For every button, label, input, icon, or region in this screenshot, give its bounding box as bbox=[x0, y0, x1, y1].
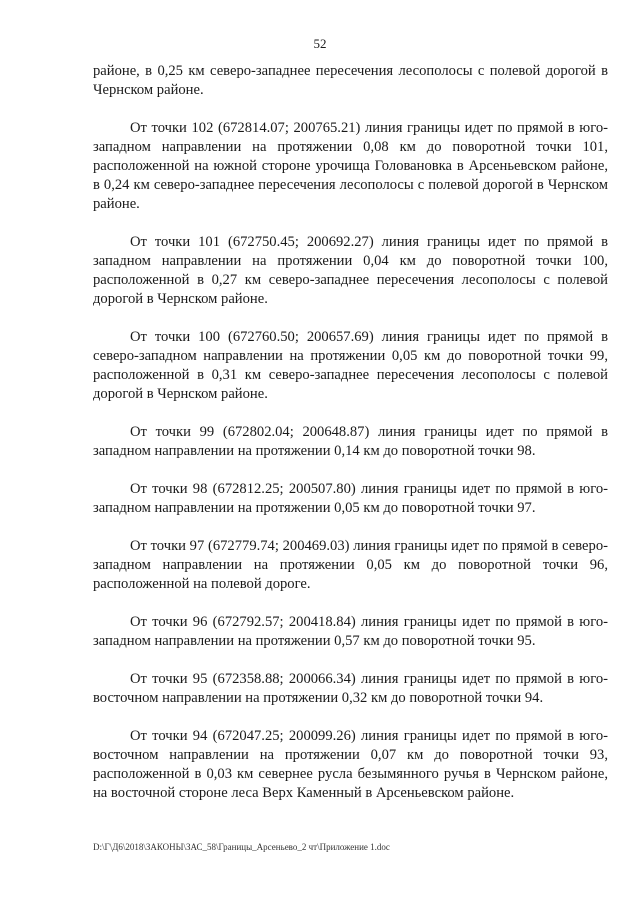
paragraph-point-94: От точки 94 (672047.25; 200099.26) линия границы идет по прямой в юго-восточном направлении на протяжении 0,07 км до поворотной точки 93, расположенной в 0,03 км севернее русла безымянного ручья в Чернском районе, на восточной стороне леса Верх Каменный в Арсеньевском районе. bbox=[93, 728, 608, 801]
paragraph-point-102: От точки 102 (672814.07; 200765.21) линия границы идет по прямой в юго-западном направлении на протяжении 0,08 км до поворотной точки 101, расположенной на южной стороне урочища Головановка в Арсеньевском районе, в 0,24 км северо-западнее пересечения лесополосы с полевой дорогой в Чернском районе. bbox=[93, 120, 608, 212]
paragraph-point-96: От точки 96 (672792.57; 200418.84) линия границы идет по прямой в юго-западном направлении на протяжении 0,57 км до поворотной точки 95. bbox=[93, 614, 608, 649]
paragraph-point-99: От точки 99 (672802.04; 200648.87) линия границы идет по прямой в западном направлении на протяжении 0,14 км до поворотной точки 98. bbox=[93, 424, 608, 459]
page-number: 52 bbox=[313, 36, 327, 51]
paragraph-point-98: От точки 98 (672812.25; 200507.80) линия границы идет по прямой в юго-западном направлении на протяжении 0,05 км до поворотной точки 97. bbox=[93, 481, 608, 516]
paragraph-point-95: От точки 95 (672358.88; 200066.34) линия границы идет по прямой в юго-восточном направлении на протяжении 0,32 км до поворотной точки 94. bbox=[93, 671, 608, 706]
paragraph-point-100: От точки 100 (672760.50; 200657.69) линия границы идет по прямой в северо-западном направлении на протяжении 0,05 км до поворотной точки 99, расположенной в 0,31 км северо-западнее пересечения лесополосы с полевой дорогой в Чернском районе. bbox=[93, 329, 608, 402]
paragraph-continuation: районе, в 0,25 км северо-западнее пересечения лесополосы с полевой дорогой в Чернском районе. bbox=[93, 63, 608, 98]
footer-file-path: D:\Г\Д6\2018\ЗАКОНЫ\ЗАС_58\Границы_Арсеньево_2 чт\Приложение 1.doc bbox=[93, 842, 390, 852]
paragraph-point-101: От точки 101 (672750.45; 200692.27) линия границы идет по прямой в западном направлении на протяжении 0,04 км до поворотной точки 100, расположенной в 0,27 км северо-западнее пересечения лесополосы с полевой дорогой в Чернском районе. bbox=[93, 234, 608, 307]
paragraph-point-97: От точки 97 (672779.74; 200469.03) линия границы идет по прямой в северо-западном направлении на протяжении 0,05 км до поворотной точки 96, расположенной на полевой дороге. bbox=[93, 538, 608, 592]
document-body bbox=[93, 62, 608, 822]
